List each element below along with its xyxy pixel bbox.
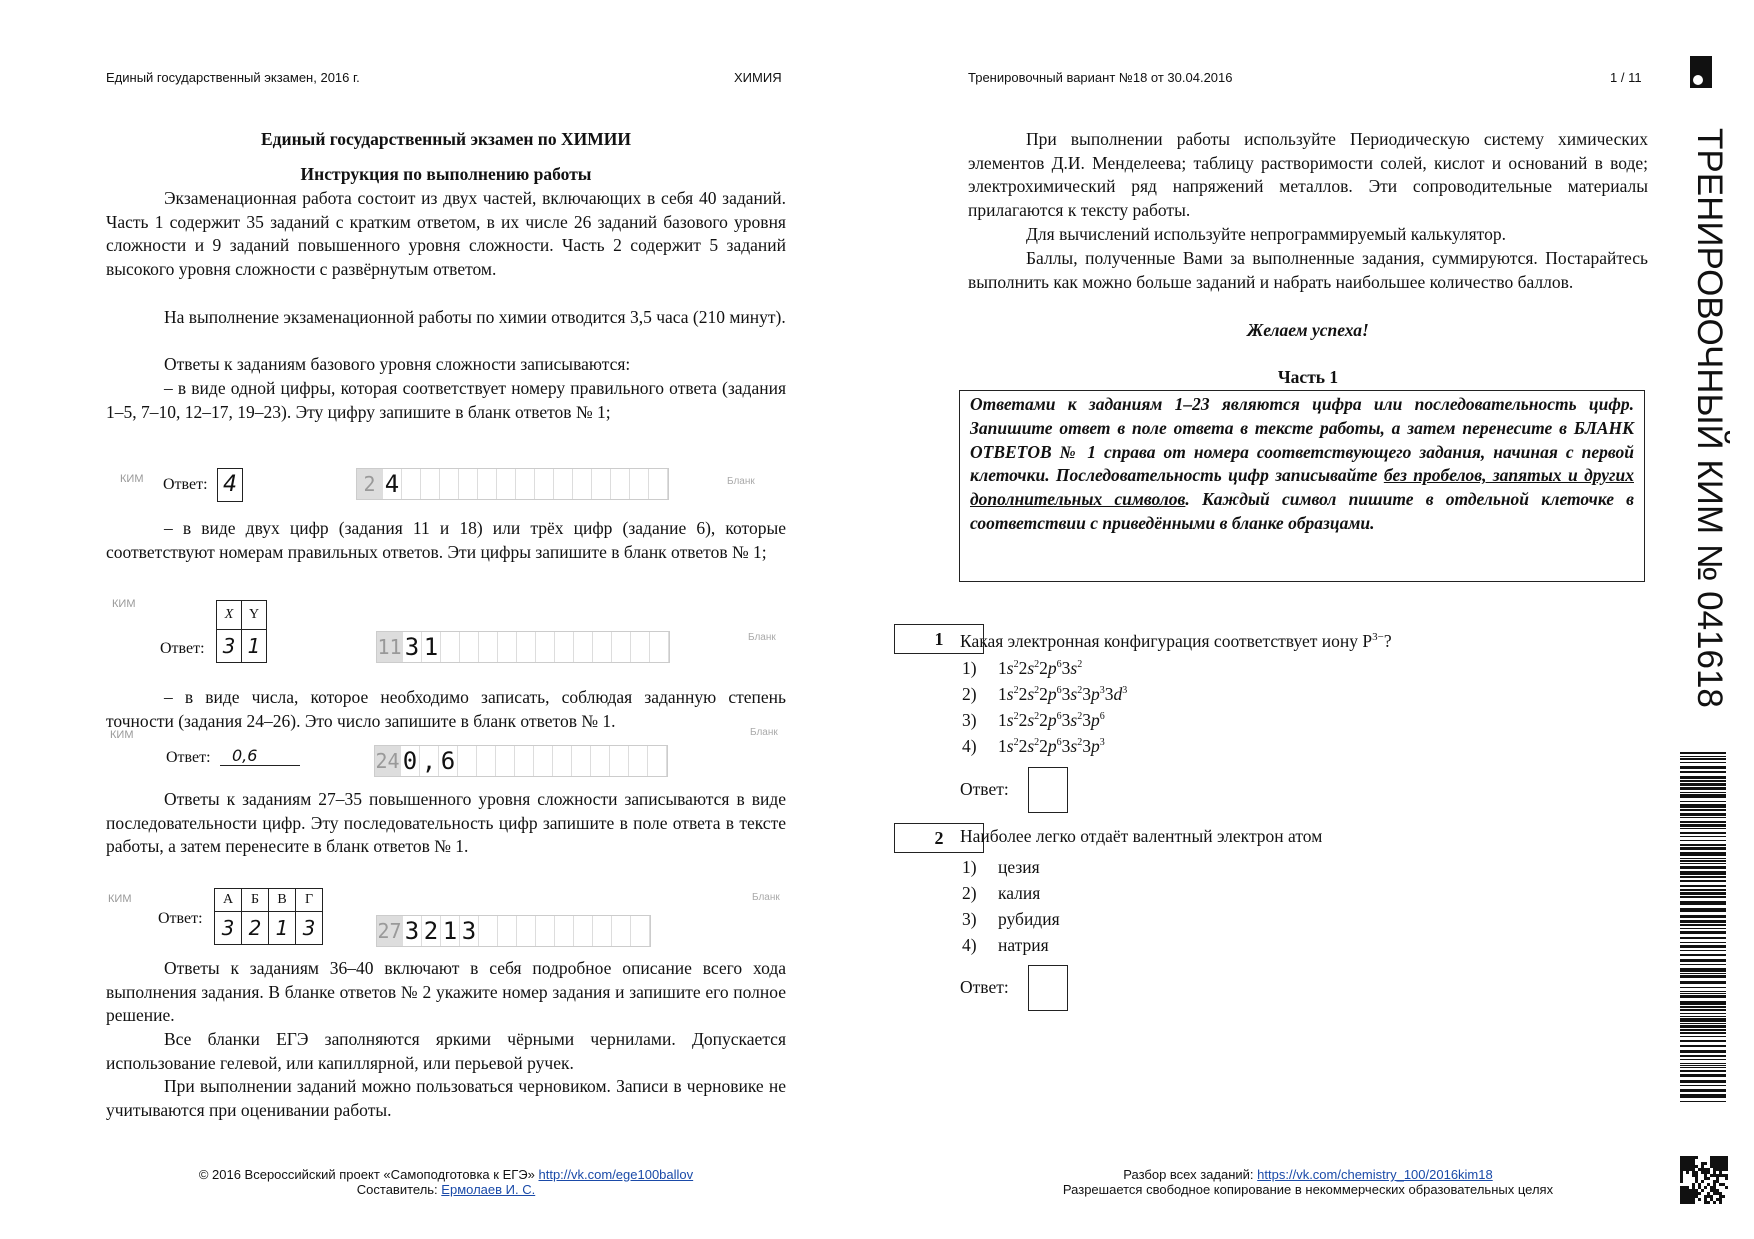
instructions-text: Ответами к заданиям 1–23 являются цифра или последовательность цифр. Запишите ответ в поле ответа в тексте работы, а затем перенесите в БЛАНК ОТВЕТОВ № 1 справа от номера соответствующего задания, начиная с первой клеточки. Последовательность цифр записывайте — [970, 394, 1634, 486]
grid-cell — [534, 746, 553, 776]
answer-label: Ответ: — [166, 749, 211, 766]
grid-cell — [477, 746, 496, 776]
answer-input-box[interactable] — [1028, 767, 1068, 813]
barcode-icon — [1680, 752, 1726, 1102]
wish-text: Желаем успеха! — [1247, 320, 1369, 340]
option-number: 1) — [962, 658, 977, 678]
table-header: А — [215, 889, 242, 912]
answer-label: Ответ: — [160, 640, 205, 657]
grid-cell: 6 — [439, 746, 458, 776]
option-text: цезия — [998, 857, 1040, 877]
table-header: X — [217, 601, 242, 630]
paragraph: Экзаменационная работа состоит из двух частей, включающих в себя 40 заданий. Часть 1 содержит 35 заданий с кратким ответом, в их числе 26 заданий базового уровня сложности и 9 заданий повышенного уровня сложности. Часть 2 содержит 5 заданий высокого уровня сложности с развёрнутым ответом. — [106, 188, 786, 279]
grid-cell — [421, 469, 440, 499]
paragraph: – в виде числа, которое необходимо записать, соблюдая заданную степень точности (задания 24–26). Это число запишите в бланк ответов № 1. — [106, 687, 786, 731]
footer-author-link[interactable]: Ермолаев И. С. — [441, 1182, 536, 1197]
grid-cell — [441, 632, 460, 662]
instructions-underlined: без пробелов, запятых и других дополнительных символов — [970, 465, 1634, 510]
grid-cell: 1 — [422, 632, 441, 662]
kim-label: КИМ — [112, 598, 136, 610]
paragraph: Для вычислений используйте непрограммируемый калькулятор. — [1026, 224, 1506, 244]
example-answer-line: 0,6 — [220, 746, 300, 766]
footer-author-label: Составитель: — [356, 1182, 438, 1197]
grid-cell — [440, 469, 459, 499]
grid-cell — [573, 469, 592, 499]
question-text: Наиболее легко отдаёт валентный электрон атом — [960, 826, 1323, 846]
grid-cell — [592, 469, 611, 499]
grid-cell — [593, 916, 612, 946]
footer-left — [106, 1167, 786, 1197]
paragraph: Ответы к заданиям 36–40 включают в себя подробное описание всего хода выполнения задания. В бланке ответов № 2 укажите номер задания и запишите его полное решение. — [106, 958, 786, 1026]
footer-analysis-link[interactable]: https://vk.com/chemistry_100/2016kim18 — [1257, 1167, 1493, 1182]
vertical-title-text: ТРЕНИРОВОЧНЫЙ КИМ № 041618 — [1690, 128, 1729, 708]
grid-cell: 3 — [403, 632, 422, 662]
grid-cell: 3 — [403, 916, 422, 946]
paragraph: – в виде двух цифр (задания 11 и 18) или трёх цифр (задание 6), которые соответствуют номерам правильных ответов. Эти цифры запишите в бланк ответов № 1; — [106, 518, 786, 562]
kim-label: КИМ — [120, 473, 144, 485]
grid-number: 2 — [357, 469, 383, 499]
option-number: 3) — [962, 909, 977, 929]
answer-grid — [356, 468, 669, 500]
grid-cell — [498, 916, 517, 946]
grid-cell — [650, 632, 669, 662]
footer-analysis-label: Разбор всех заданий: — [1123, 1167, 1254, 1182]
option-formula: $1s^22s^22p^63s^23p^6$ — [998, 710, 1105, 730]
blank-label: Бланк — [748, 632, 776, 643]
grid-cell: , — [420, 746, 439, 776]
grid-cell — [535, 469, 554, 499]
grid-cell — [555, 632, 574, 662]
answer-label: Ответ: — [960, 977, 1009, 997]
table-value: 3 — [215, 912, 242, 945]
answer-input-box[interactable] — [1028, 965, 1068, 1011]
grid-number: 24 — [375, 746, 401, 776]
answer-grid — [374, 745, 668, 777]
option-formula: $1s^22s^22p^63s^23p^33d^3$ — [998, 684, 1128, 704]
grid-cell — [515, 746, 534, 776]
grid-cell — [459, 469, 478, 499]
option-text: рубидия — [998, 909, 1060, 929]
grid-cell — [496, 746, 515, 776]
answer-grid — [376, 915, 651, 947]
grid-cell — [478, 469, 497, 499]
instructions-title: Инструкция по выполнению работы — [300, 164, 592, 184]
grid-cell — [629, 746, 648, 776]
grid-cell — [517, 916, 536, 946]
footer-license: Разрешается свободное копирование в некоммерческих образовательных целях — [1062, 1182, 1554, 1197]
grid-cell — [498, 632, 517, 662]
table-header: В — [269, 889, 296, 912]
grid-number: 27 — [377, 916, 403, 946]
qr-code-icon — [1680, 1156, 1728, 1204]
footer-link[interactable]: http://vk.com/ege100ballov — [538, 1167, 694, 1182]
exam-title: Единый государственный экзамен по ХИМИИ — [260, 129, 631, 149]
paragraph: – в виде одной цифры, которая соответствует номеру правильного ответа (задания 1–5, 7–10, 12–17, 19–23). Эту цифру запишите в бланк ответов № 1; — [106, 378, 786, 422]
grid-cell — [630, 469, 649, 499]
grid-cell — [555, 916, 574, 946]
question-mark: ? — [1383, 630, 1392, 651]
grid-cell — [554, 469, 573, 499]
corner-marker-icon — [1690, 56, 1712, 88]
option-formula: $1s^22s^22p^63s^23p^3$ — [998, 736, 1105, 756]
grid-cell — [460, 632, 479, 662]
question-number: 2 — [894, 823, 984, 853]
grid-cell — [612, 632, 631, 662]
header-variant: Тренировочный вариант №18 от 30.04.2016 — [968, 70, 1233, 85]
grid-cell — [593, 632, 612, 662]
grid-cell — [479, 916, 498, 946]
grid-cell — [648, 746, 667, 776]
part-title: Часть 1 — [1277, 367, 1339, 387]
paragraph: При выполнении заданий можно пользоваться черновиком. Записи в черновике не учитываются при оценивании работы. — [106, 1076, 786, 1120]
header-page-number: 1 / 11 — [1610, 70, 1642, 85]
example-answer-table — [216, 600, 267, 663]
question-number: 1 — [894, 624, 984, 654]
grid-cell — [591, 746, 610, 776]
grid-cell — [479, 632, 498, 662]
grid-cell — [517, 632, 536, 662]
paragraph: Баллы, полученные Вами за выполненные задания, суммируются. Постарайтесь выполнить как можно больше заданий и набрать наибольшее количество баллов. — [968, 248, 1648, 292]
footer-copyright: © 2016 Всероссийский проект «Самоподготовка к ЕГЭ» — [198, 1167, 535, 1182]
paragraph: Ответы к заданиям базового уровня сложности записываются: — [164, 354, 631, 374]
kim-label: КИМ — [110, 729, 134, 741]
header-exam-title: Единый государственный экзамен, 2016 г. — [106, 70, 360, 85]
example-answer-box: 4 — [217, 468, 243, 502]
option-number: 4) — [962, 736, 977, 756]
question-text — [960, 626, 1650, 653]
grid-cell: 4 — [383, 469, 402, 499]
option-text: калия — [998, 883, 1041, 903]
option-number: 3) — [962, 710, 977, 730]
grid-cell — [612, 916, 631, 946]
answer-grid — [376, 631, 670, 663]
blank-label: Бланк — [752, 892, 780, 903]
grid-cell: 2 — [422, 916, 441, 946]
grid-cell — [497, 469, 516, 499]
example-answer-table — [214, 888, 323, 945]
grid-cell — [458, 746, 477, 776]
instructions-text: . Каждый символ пишите в отдельной клеточке в соответствии с приведёнными в бланке образцами. — [970, 489, 1634, 533]
part1-instructions-box — [959, 390, 1645, 582]
answer-label: Ответ: — [158, 910, 203, 927]
footer-right — [968, 1167, 1648, 1197]
grid-cell — [574, 916, 593, 946]
answer-label: Ответ: — [163, 476, 208, 493]
option-number: 1) — [962, 857, 977, 877]
table-value: 2 — [242, 912, 269, 945]
grid-cell: 3 — [460, 916, 479, 946]
grid-number: 11 — [377, 632, 403, 662]
option-number: 2) — [962, 684, 977, 704]
answer-label: Ответ: — [960, 779, 1009, 799]
ion-charge: 3− — [1372, 631, 1384, 643]
table-value: 3 — [296, 912, 323, 945]
table-header: Y — [242, 601, 267, 630]
option-formula: $1s^22s^22p^63s^2$ — [998, 658, 1083, 678]
option-number: 4) — [962, 935, 977, 955]
table-value: 1 — [242, 630, 267, 663]
grid-cell — [631, 916, 650, 946]
option-number: 2) — [962, 883, 977, 903]
grid-cell: 0 — [401, 746, 420, 776]
grid-cell — [574, 632, 593, 662]
question-text-body: Какая электронная конфигурация соответствует иону P — [960, 630, 1373, 651]
kim-label: КИМ — [108, 893, 132, 905]
grid-cell — [536, 916, 555, 946]
blank-label: Бланк — [750, 727, 778, 738]
table-header: Б — [242, 889, 269, 912]
table-value: 3 — [217, 630, 242, 663]
paragraph: При выполнении работы используйте Периодическую систему химических элементов Д.И. Менделеева; таблицу растворимости солей, кислот и оснований в воде; электрохимический ряд напряжений металлов. Эти сопроводительные материалы прилагаются к тексту работы. — [968, 129, 1648, 220]
grid-cell — [553, 746, 572, 776]
grid-cell — [536, 632, 555, 662]
paragraph: На выполнение экзаменационной работы по химии отводится 3,5 часа (210 минут). — [164, 307, 786, 327]
paragraph: Все бланки ЕГЭ заполняются яркими чёрными чернилами. Допускается использование гелевой, или капиллярной, или перьевой ручек. — [106, 1029, 786, 1073]
grid-cell — [610, 746, 629, 776]
grid-cell — [649, 469, 668, 499]
grid-cell — [516, 469, 535, 499]
paragraph: Ответы к заданиям 27–35 повышенного уровня сложности записываются в виде последовательности цифр. Эту последовательность цифр запишите в поле ответа в тексте работы, а затем перенесите в бланк ответов № 1. — [106, 789, 786, 857]
vertical-title — [1670, 128, 1740, 718]
grid-cell — [402, 469, 421, 499]
grid-cell — [611, 469, 630, 499]
grid-cell — [631, 632, 650, 662]
grid-cell — [572, 746, 591, 776]
header-subject: ХИМИЯ — [734, 70, 782, 85]
table-header: Г — [296, 889, 323, 912]
grid-cell: 1 — [441, 916, 460, 946]
blank-label: Бланк — [727, 476, 755, 487]
table-value: 1 — [269, 912, 296, 945]
option-text: натрия — [998, 935, 1049, 955]
